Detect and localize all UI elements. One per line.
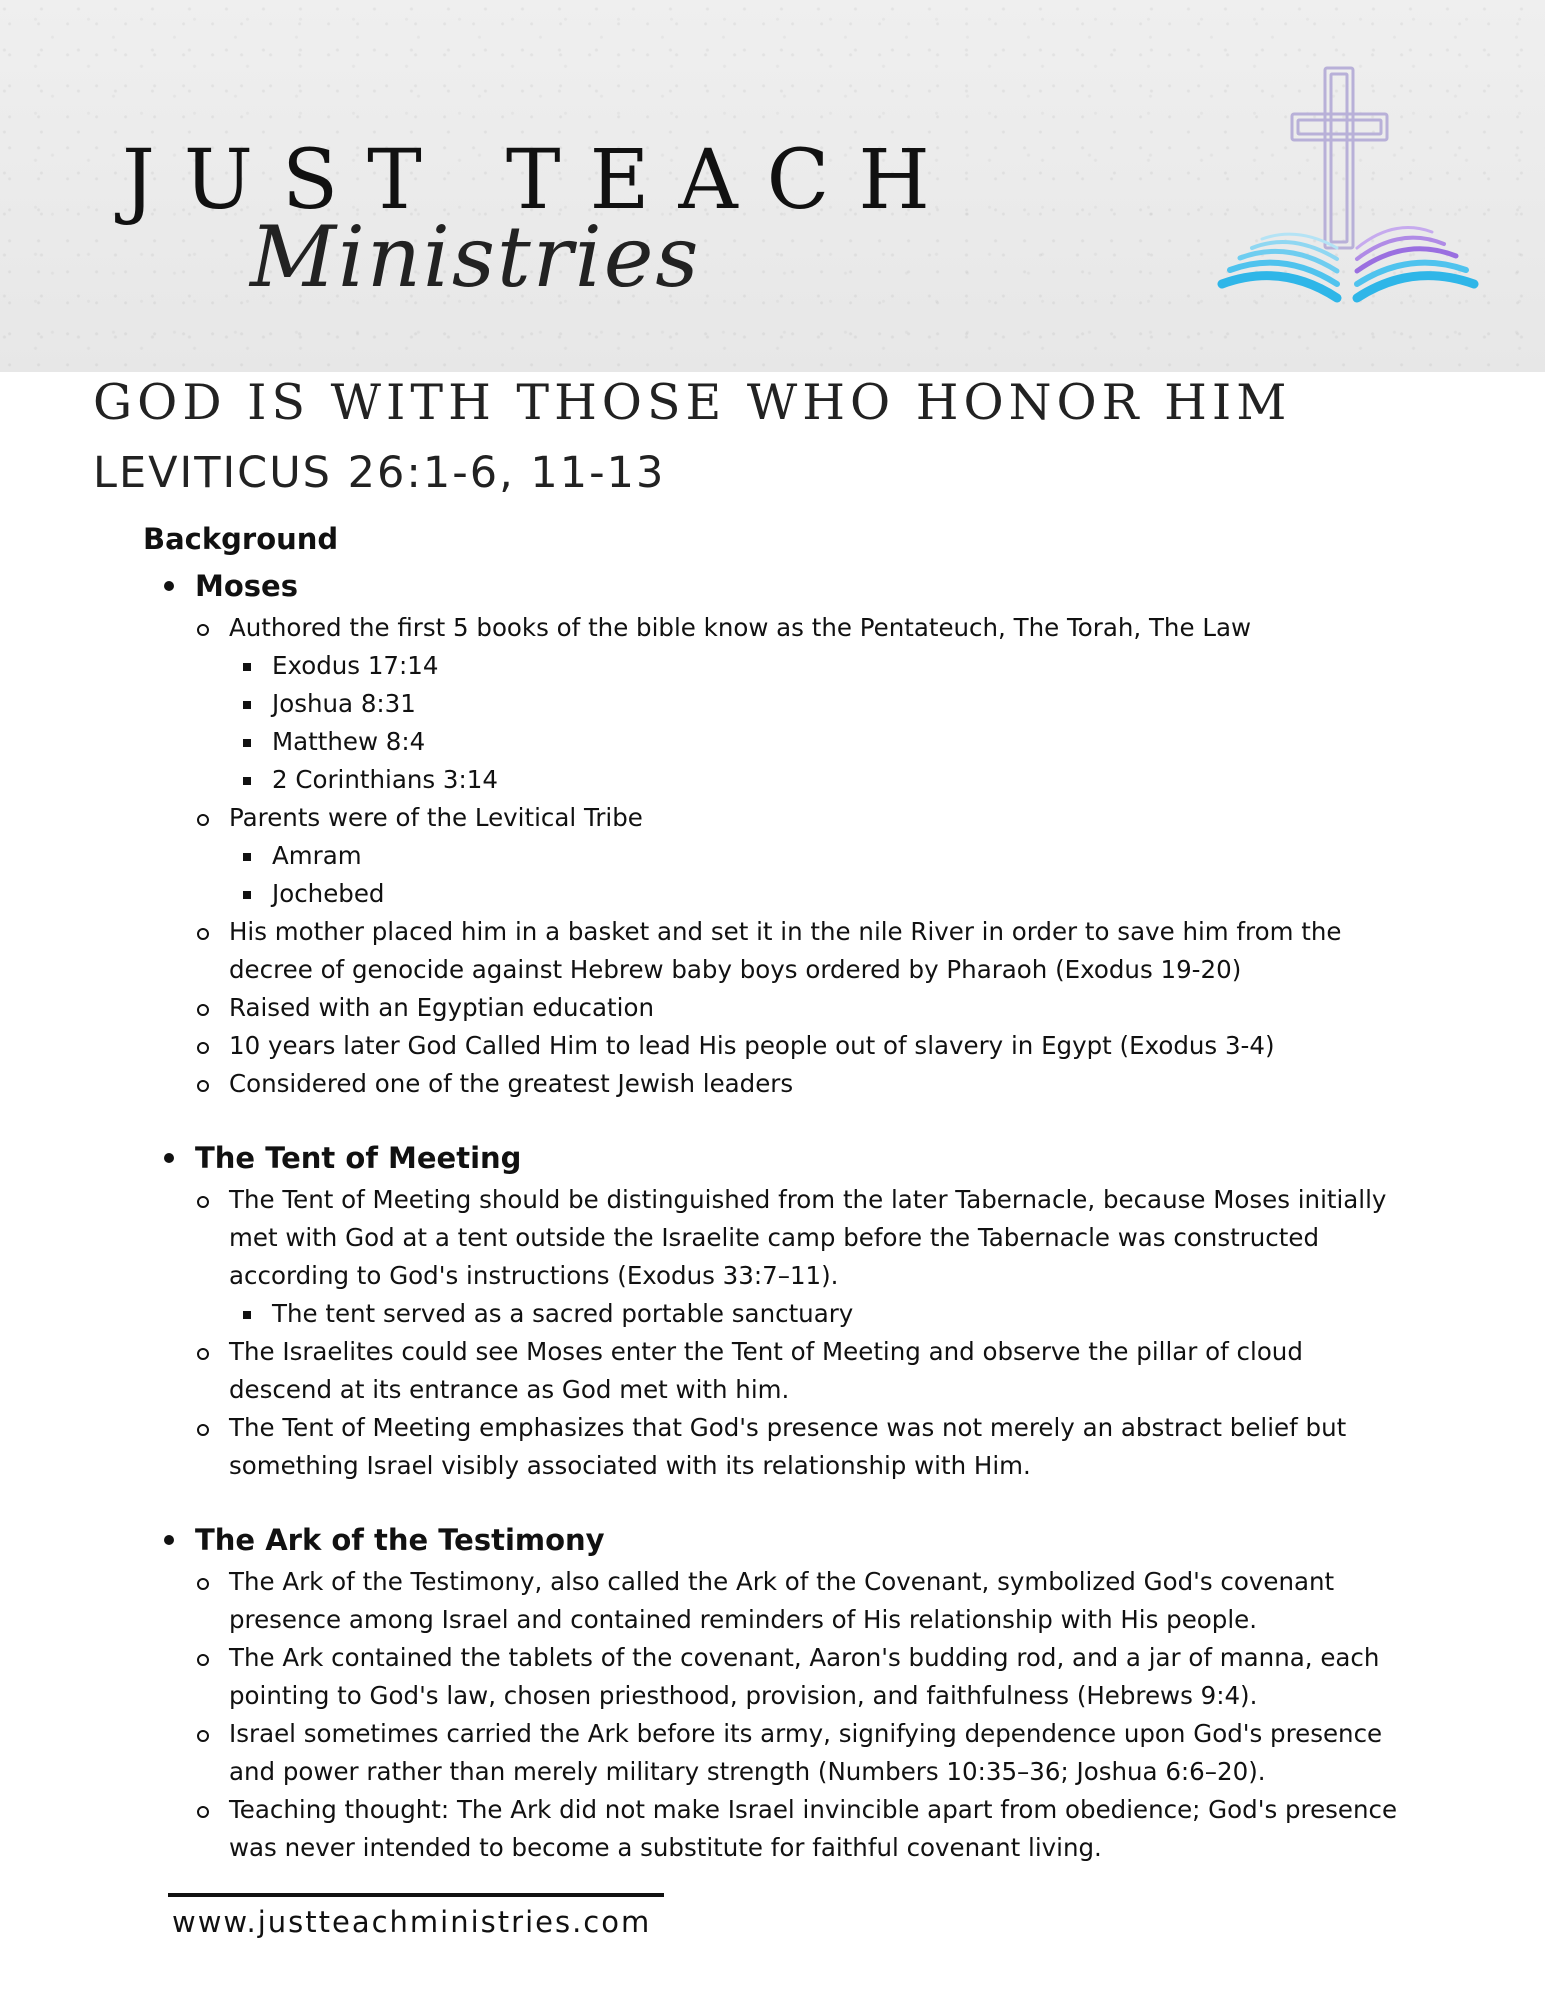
point-text: The Israelites could see Moses enter the Tent of Meeting and observe the pillar of cloud descend at its entrance as God met with him.	[229, 1337, 1303, 1404]
point-list	[195, 1563, 1413, 1867]
topic-title: Moses	[195, 569, 298, 603]
cross-icon	[1292, 68, 1387, 248]
sub-point-item: 2 Corinthians 3:14	[229, 761, 1413, 799]
sub-point-item: Matthew 8:4	[229, 723, 1413, 761]
point-text: Teaching thought: The Ark did not make Israel invincible apart from obedience; God's presence was never intended to become a substitute for faithful covenant living.	[229, 1795, 1398, 1862]
point-item	[195, 1027, 1413, 1065]
point-item	[195, 799, 1413, 913]
point-text: His mother placed him in a basket and set it in the nile River in order to save him from the decree of genocide against Hebrew baby boys ordered by Pharaoh (Exodus 19-20)	[229, 917, 1342, 984]
sub-point-item: Amram	[229, 837, 1413, 875]
point-list	[195, 1181, 1413, 1485]
point-list	[195, 609, 1413, 1103]
point-item	[195, 913, 1413, 989]
point-text: Raised with an Egyptian education	[229, 993, 654, 1022]
point-item	[195, 1715, 1413, 1791]
topic-title: The Tent of Meeting	[195, 1141, 522, 1175]
topic-item	[143, 1517, 1413, 1867]
footer-divider	[168, 1893, 664, 1897]
scripture-reference: LEVITICUS 26:1-6, 11-13	[93, 448, 666, 498]
lesson-content	[143, 519, 1413, 1867]
point-item	[195, 1409, 1413, 1485]
brand-script: Ministries	[250, 208, 701, 306]
point-text: 10 years later God Called Him to lead His people out of slavery in Egypt (Exodus 3-4)	[229, 1031, 1275, 1060]
point-item	[195, 1639, 1413, 1715]
point-item	[195, 1791, 1413, 1867]
point-item	[195, 1181, 1413, 1333]
topic-spacer	[195, 1485, 1413, 1517]
sub-point-item: Exodus 17:14	[229, 647, 1413, 685]
point-item	[195, 1065, 1413, 1103]
point-text: Israel sometimes carried the Ark before its army, signifying dependence upon God's presence and power rather than merely military strength (Numbers 10:35–36; Joshua 6:6–20).	[229, 1719, 1383, 1786]
topic-title: The Ark of the Testimony	[195, 1523, 605, 1557]
brand-title: JUST TEACH	[122, 133, 959, 228]
point-text: Considered one of the greatest Jewish leaders	[229, 1069, 794, 1098]
point-item	[195, 1563, 1413, 1639]
section-label: Background	[143, 522, 339, 556]
point-text: Authored the first 5 books of the bible know as the Pentateuch, The Torah, The Law	[229, 613, 1252, 642]
sub-point-item: The tent served as a sacred portable sanctuary	[229, 1295, 1413, 1333]
sub-point-item: Joshua 8:31	[229, 685, 1413, 723]
point-text: The Ark contained the tablets of the covenant, Aaron's budding rod, and a jar of manna, each pointing to God's law, chosen priesthood, provision, and faithfulness (Hebrews 9:4).	[229, 1643, 1380, 1710]
topic-item	[143, 563, 1413, 1135]
sub-point-item: Jochebed	[229, 875, 1413, 913]
point-text: Parents were of the Levitical Tribe	[229, 803, 643, 832]
point-item	[195, 989, 1413, 1027]
point-item	[195, 1333, 1413, 1409]
page-header	[0, 0, 1545, 372]
point-text: The Tent of Meeting emphasizes that God's presence was not merely an abstract belief but something Israel visibly associated with its relationship with Him.	[229, 1413, 1347, 1480]
point-item	[195, 609, 1413, 799]
document-title: GOD IS WITH THOSE WHO HONOR HIM	[93, 374, 1292, 431]
point-text: The Tent of Meeting should be distinguished from the later Tabernacle, because Moses initially met with God at a tent outside the Israelite camp before the Tabernacle was constructed according to God's instructions (Exodus 33:7–11).	[229, 1185, 1387, 1290]
ministry-logo	[1212, 66, 1482, 311]
footer-url: www.justteachministries.com	[172, 1905, 652, 1939]
topic-list	[143, 563, 1413, 1867]
point-text: The Ark of the Testimony, also called the Ark of the Covenant, symbolized God's covenant presence among Israel and contained reminders of His relationship with His people.	[229, 1567, 1335, 1634]
sub-point-list	[229, 837, 1413, 913]
topic-item	[143, 1135, 1413, 1517]
topic-spacer	[195, 1103, 1413, 1135]
sub-point-list	[229, 1295, 1413, 1333]
sub-point-list	[229, 647, 1413, 799]
